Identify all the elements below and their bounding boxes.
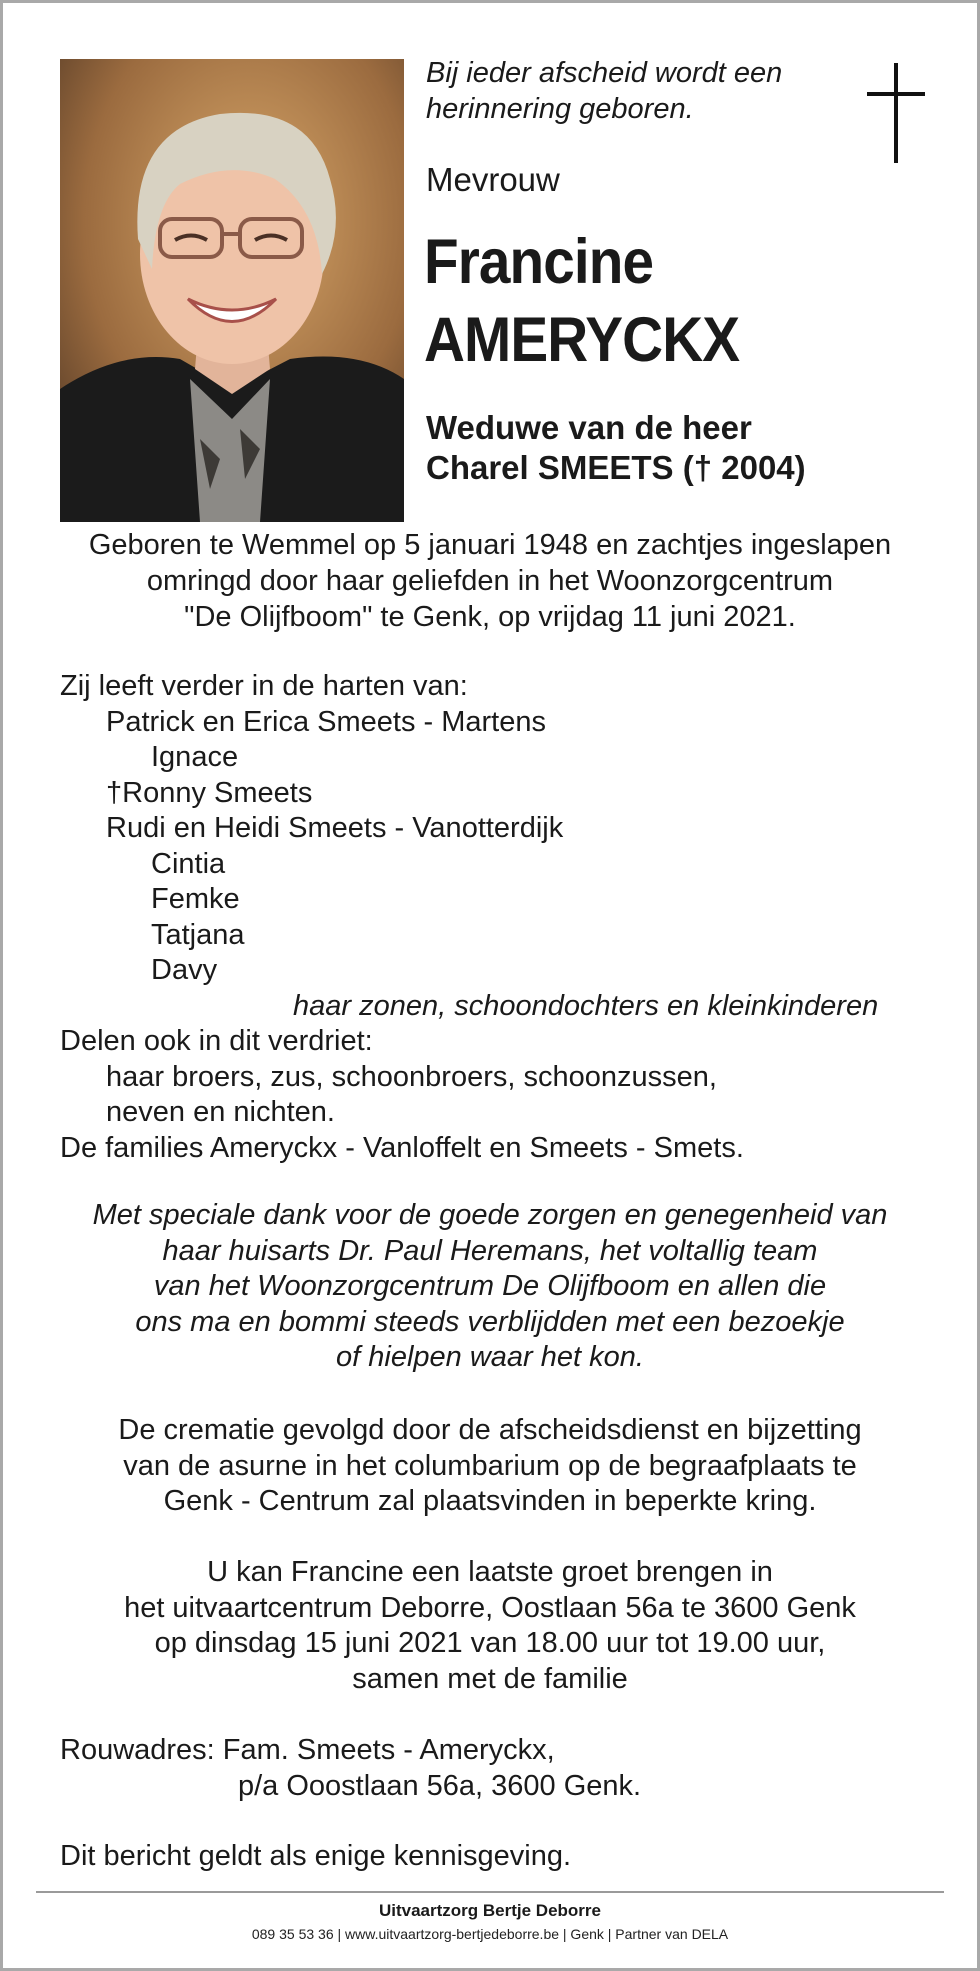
visit-line: samen met de familie: [352, 1662, 628, 1695]
thanks-line: haar huisarts Dr. Paul Heremans, het voltallig team: [162, 1234, 818, 1267]
survivor-line: Tatjana: [151, 918, 245, 951]
families-line: De families Ameryckx - Vanloffelt en Smeets - Smets.: [60, 1131, 744, 1164]
portrait-photo-illustration: [60, 59, 404, 522]
widow-line: Charel SMEETS († 2004): [426, 449, 806, 486]
funeral-home-name: Uitvaartzorg Bertje Deborre: [378, 1901, 601, 1920]
share-line: haar broers, zus, schoonbroers, schoonzussen,: [106, 1060, 717, 1093]
share-line: neven en nichten.: [106, 1096, 335, 1128]
survivors-list: [60, 669, 878, 1166]
visit-line: op dinsdag 15 juni 2021 van 18.00 uur tot 19.00 uur,: [154, 1627, 826, 1659]
portrait-photo: [60, 59, 404, 522]
survivors-intro: Zij leeft verder in de harten van:: [60, 670, 468, 702]
survivor-line: †Ronny Smeets: [106, 776, 313, 809]
service-line: van de asurne in het columbarium op de begraafplaats te: [123, 1449, 857, 1482]
quote-line: Bij ieder afscheid wordt een: [426, 57, 783, 89]
honorific: Mevrouw: [426, 161, 560, 198]
last-name: AMERYCKX: [424, 305, 740, 375]
widow-of: [426, 408, 806, 488]
thanks-line: van het Woonzorgcentrum De Olijfboom en allen die: [153, 1270, 827, 1302]
first-name: Francine: [424, 227, 654, 297]
birth-line: "De Olijfboom" te Genk, op vrijdag 11 juni 2021.: [184, 601, 796, 633]
thanks-line: of hielpen waar het kon.: [336, 1341, 644, 1373]
birth-line: omringd door haar geliefden in het Woonzorgcentrum: [146, 565, 834, 597]
visit-line: U kan Francine een laatste groet brengen in: [207, 1556, 773, 1588]
widow-line: Weduwe van de heer: [426, 409, 752, 446]
survivor-line: Patrick en Erica Smeets - Martens: [106, 705, 546, 738]
survivor-line: Cintia: [151, 847, 226, 880]
thanks-line: ons ma en bommi steeds verblijdden met een bezoekje: [135, 1305, 845, 1338]
thanks-text: [3, 1198, 977, 1376]
service-text: [3, 1413, 977, 1520]
quote: [426, 55, 846, 127]
survivor-line: Femke: [151, 883, 240, 915]
address-line: p/a Ooostlaan 56a, 3600 Genk.: [238, 1769, 642, 1802]
footer-divider: [36, 1891, 944, 1893]
cross-icon: [867, 63, 925, 163]
mourning-address: [60, 1733, 641, 1804]
thanks-line: Met speciale dank voor de goede zorgen en genegenheid van: [92, 1199, 888, 1231]
birth-death-text: [3, 527, 977, 635]
survivor-line: Rudi en Heidi Smeets - Vanotterdijk: [106, 812, 564, 844]
birth-line: Geboren te Wemmel op 5 januari 1948 en zachtjes ingeslapen: [88, 529, 892, 561]
survivor-line: Ignace: [151, 741, 239, 773]
service-line: Genk - Centrum zal plaatsvinden in beperkte kring.: [163, 1485, 817, 1517]
visit-line: het uitvaartcentrum Deborre, Oostlaan 56a te 3600 Genk: [124, 1591, 856, 1624]
notice-text: Dit bericht geldt als enige kennisgeving.: [60, 1840, 572, 1872]
quote-line: herinnering geboren.: [426, 93, 694, 125]
address-line: Rouwadres: Fam. Smeets - Ameryckx,: [60, 1734, 555, 1766]
funeral-home-contact: 089 35 53 36 | www.uitvaartzorg-bertjedeborre.be | Genk | Partner van DELA: [251, 1926, 729, 1942]
visit-text: [3, 1555, 977, 1697]
share-intro: Delen ook in dit verdriet:: [60, 1025, 373, 1057]
relation-note: haar zonen, schoondochters en kleinkinderen: [293, 989, 879, 1022]
survivor-line: Davy: [151, 954, 218, 986]
service-line: De crematie gevolgd door de afscheidsdienst en bijzetting: [118, 1414, 862, 1446]
